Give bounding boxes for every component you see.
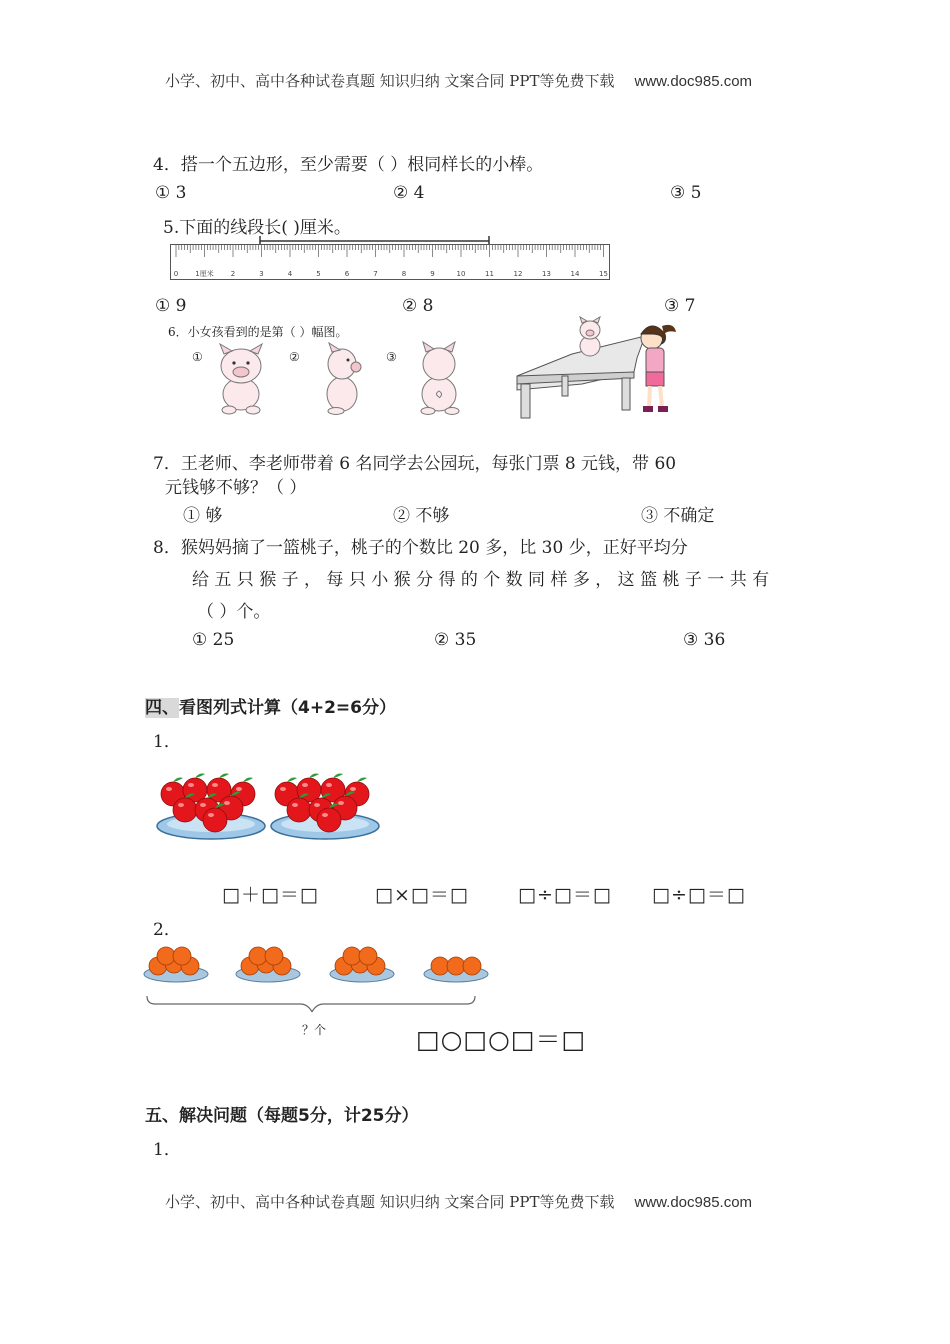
q8-line-3: （ ）个。 <box>197 602 271 622</box>
pig-back-icon <box>414 340 464 416</box>
s4-equation-1: □＋□＝□ <box>222 884 319 906</box>
ruler-ticks <box>171 245 609 279</box>
orange-plate <box>144 947 208 982</box>
s4-equation-3: □÷□＝□ <box>518 884 612 906</box>
orange-icon <box>431 957 449 975</box>
section-4-prefix: 四、 <box>145 698 179 718</box>
orange-plates-illustration <box>142 940 492 1012</box>
ruler-label: 7 <box>373 270 378 278</box>
ruler-label: 15 <box>599 270 608 278</box>
apple-plate <box>271 774 379 840</box>
q7-line-1: 7．王老师、李老师带着 6 名同学去公园玩，每张门票 8 元钱，带 60 <box>153 454 677 474</box>
orange-icon <box>359 947 377 965</box>
s5-problem-1-number: 1． <box>153 1140 181 1160</box>
total-brace <box>147 996 475 1012</box>
q5-option-2: ② 8 <box>402 296 434 316</box>
section-4-title <box>145 693 396 718</box>
orange-icon <box>157 947 175 965</box>
ruler-label: 5 <box>316 270 321 278</box>
section-4-heading: 看图列式计算（4+2=6分） <box>179 698 396 718</box>
orange-icon <box>447 957 465 975</box>
ruler-label: 4 <box>287 270 293 278</box>
q8-line-1: 8．猴妈妈摘了一篮桃子，桃子的个数比 20 多，比 30 少，正好平均分 <box>153 538 688 558</box>
orange-icon <box>463 957 481 975</box>
s4-equation-4: □÷□＝□ <box>652 884 746 906</box>
table-scene-illustration <box>512 314 692 420</box>
ruler-label: 10 <box>456 270 466 278</box>
footer-text: 小学、初中、高中各种试卷真题 知识归纳 文案合同 PPT等免费下载 <box>165 1193 615 1211</box>
q8-line-2: 给 五 只 猴 子 ， 每 只 小 猴 分 得 的 个 数 同 样 多 ， 这 篮 桃 子 一 共 有 <box>192 570 770 590</box>
orange-icon <box>343 947 361 965</box>
ruler-label: 1厘米 <box>195 270 214 278</box>
page-footer <box>165 1191 752 1212</box>
q7-line-2: 元钱够不够？（ ） <box>165 478 307 498</box>
q7-option-1: ① 够 <box>183 506 223 526</box>
pig-side-icon <box>318 342 364 416</box>
q4-option-3: ③ 5 <box>670 183 702 203</box>
header-url: www.doc985.com <box>634 73 753 90</box>
orange-plate <box>424 957 488 982</box>
q6-option-1: ① <box>192 350 203 364</box>
ruler-label: 9 <box>430 270 435 278</box>
s4-problem-2-question-label: ？个 <box>302 1023 327 1037</box>
q8-option-1: ① 25 <box>192 630 235 650</box>
orange-icon <box>265 947 283 965</box>
ruler-label: 11 <box>485 270 494 278</box>
ruler-label: 3 <box>259 270 264 278</box>
s4-problem-2-number: 2． <box>153 920 181 940</box>
ruler-label: 0 <box>173 270 179 278</box>
pig-on-table-icon <box>580 317 600 356</box>
ruler-label: 14 <box>570 270 580 278</box>
q4-option-1: ① 3 <box>155 183 187 203</box>
apple-plate <box>157 774 265 840</box>
apple-plates-illustration <box>155 770 387 846</box>
orange-icon <box>173 947 191 965</box>
q6-option-2: ② <box>289 350 300 364</box>
ruler <box>170 244 610 280</box>
q5-option-3: ③ 7 <box>664 296 696 316</box>
q7-option-3: ③ 不确定 <box>641 506 715 526</box>
ruler-label: 12 <box>513 270 523 278</box>
s4-problem-1-number: 1． <box>153 732 181 752</box>
page-header <box>165 70 752 91</box>
q8-option-3: ③ 36 <box>683 630 726 650</box>
section-5-title: 五、解决问题（每题5分，计25分） <box>145 1106 419 1126</box>
q8-option-2: ② 35 <box>434 630 477 650</box>
q5-option-1: ① 9 <box>155 296 187 316</box>
header-text: 小学、初中、高中各种试卷真题 知识归纳 文案合同 PPT等免费下载 <box>165 72 615 90</box>
q6-option-3: ③ <box>386 350 397 364</box>
orange-plate <box>236 947 300 982</box>
ruler-label: 6 <box>344 270 350 278</box>
girl-icon <box>641 325 676 412</box>
pig-front-icon <box>212 342 270 416</box>
q4-text: 4．搭一个五边形，至少需要（ ）根同样长的小棒。 <box>153 155 544 175</box>
orange-plate <box>330 947 394 982</box>
s4-equation-5: □○□○□＝□ <box>416 1025 587 1054</box>
footer-url: www.doc985.com <box>634 1194 753 1211</box>
orange-icon <box>249 947 267 965</box>
ruler-label: 8 <box>401 270 407 278</box>
s4-equation-2: □×□＝□ <box>375 884 469 906</box>
q4-option-2: ② 4 <box>393 183 425 203</box>
ruler-label: 2 <box>230 270 236 278</box>
q7-option-2: ② 不够 <box>393 506 450 526</box>
q5-text: 5.下面的线段长( )厘米。 <box>163 218 351 238</box>
q6-text: 6．小女孩看到的是第（ ）幅图。 <box>168 325 348 339</box>
ruler-label: 13 <box>542 270 551 278</box>
